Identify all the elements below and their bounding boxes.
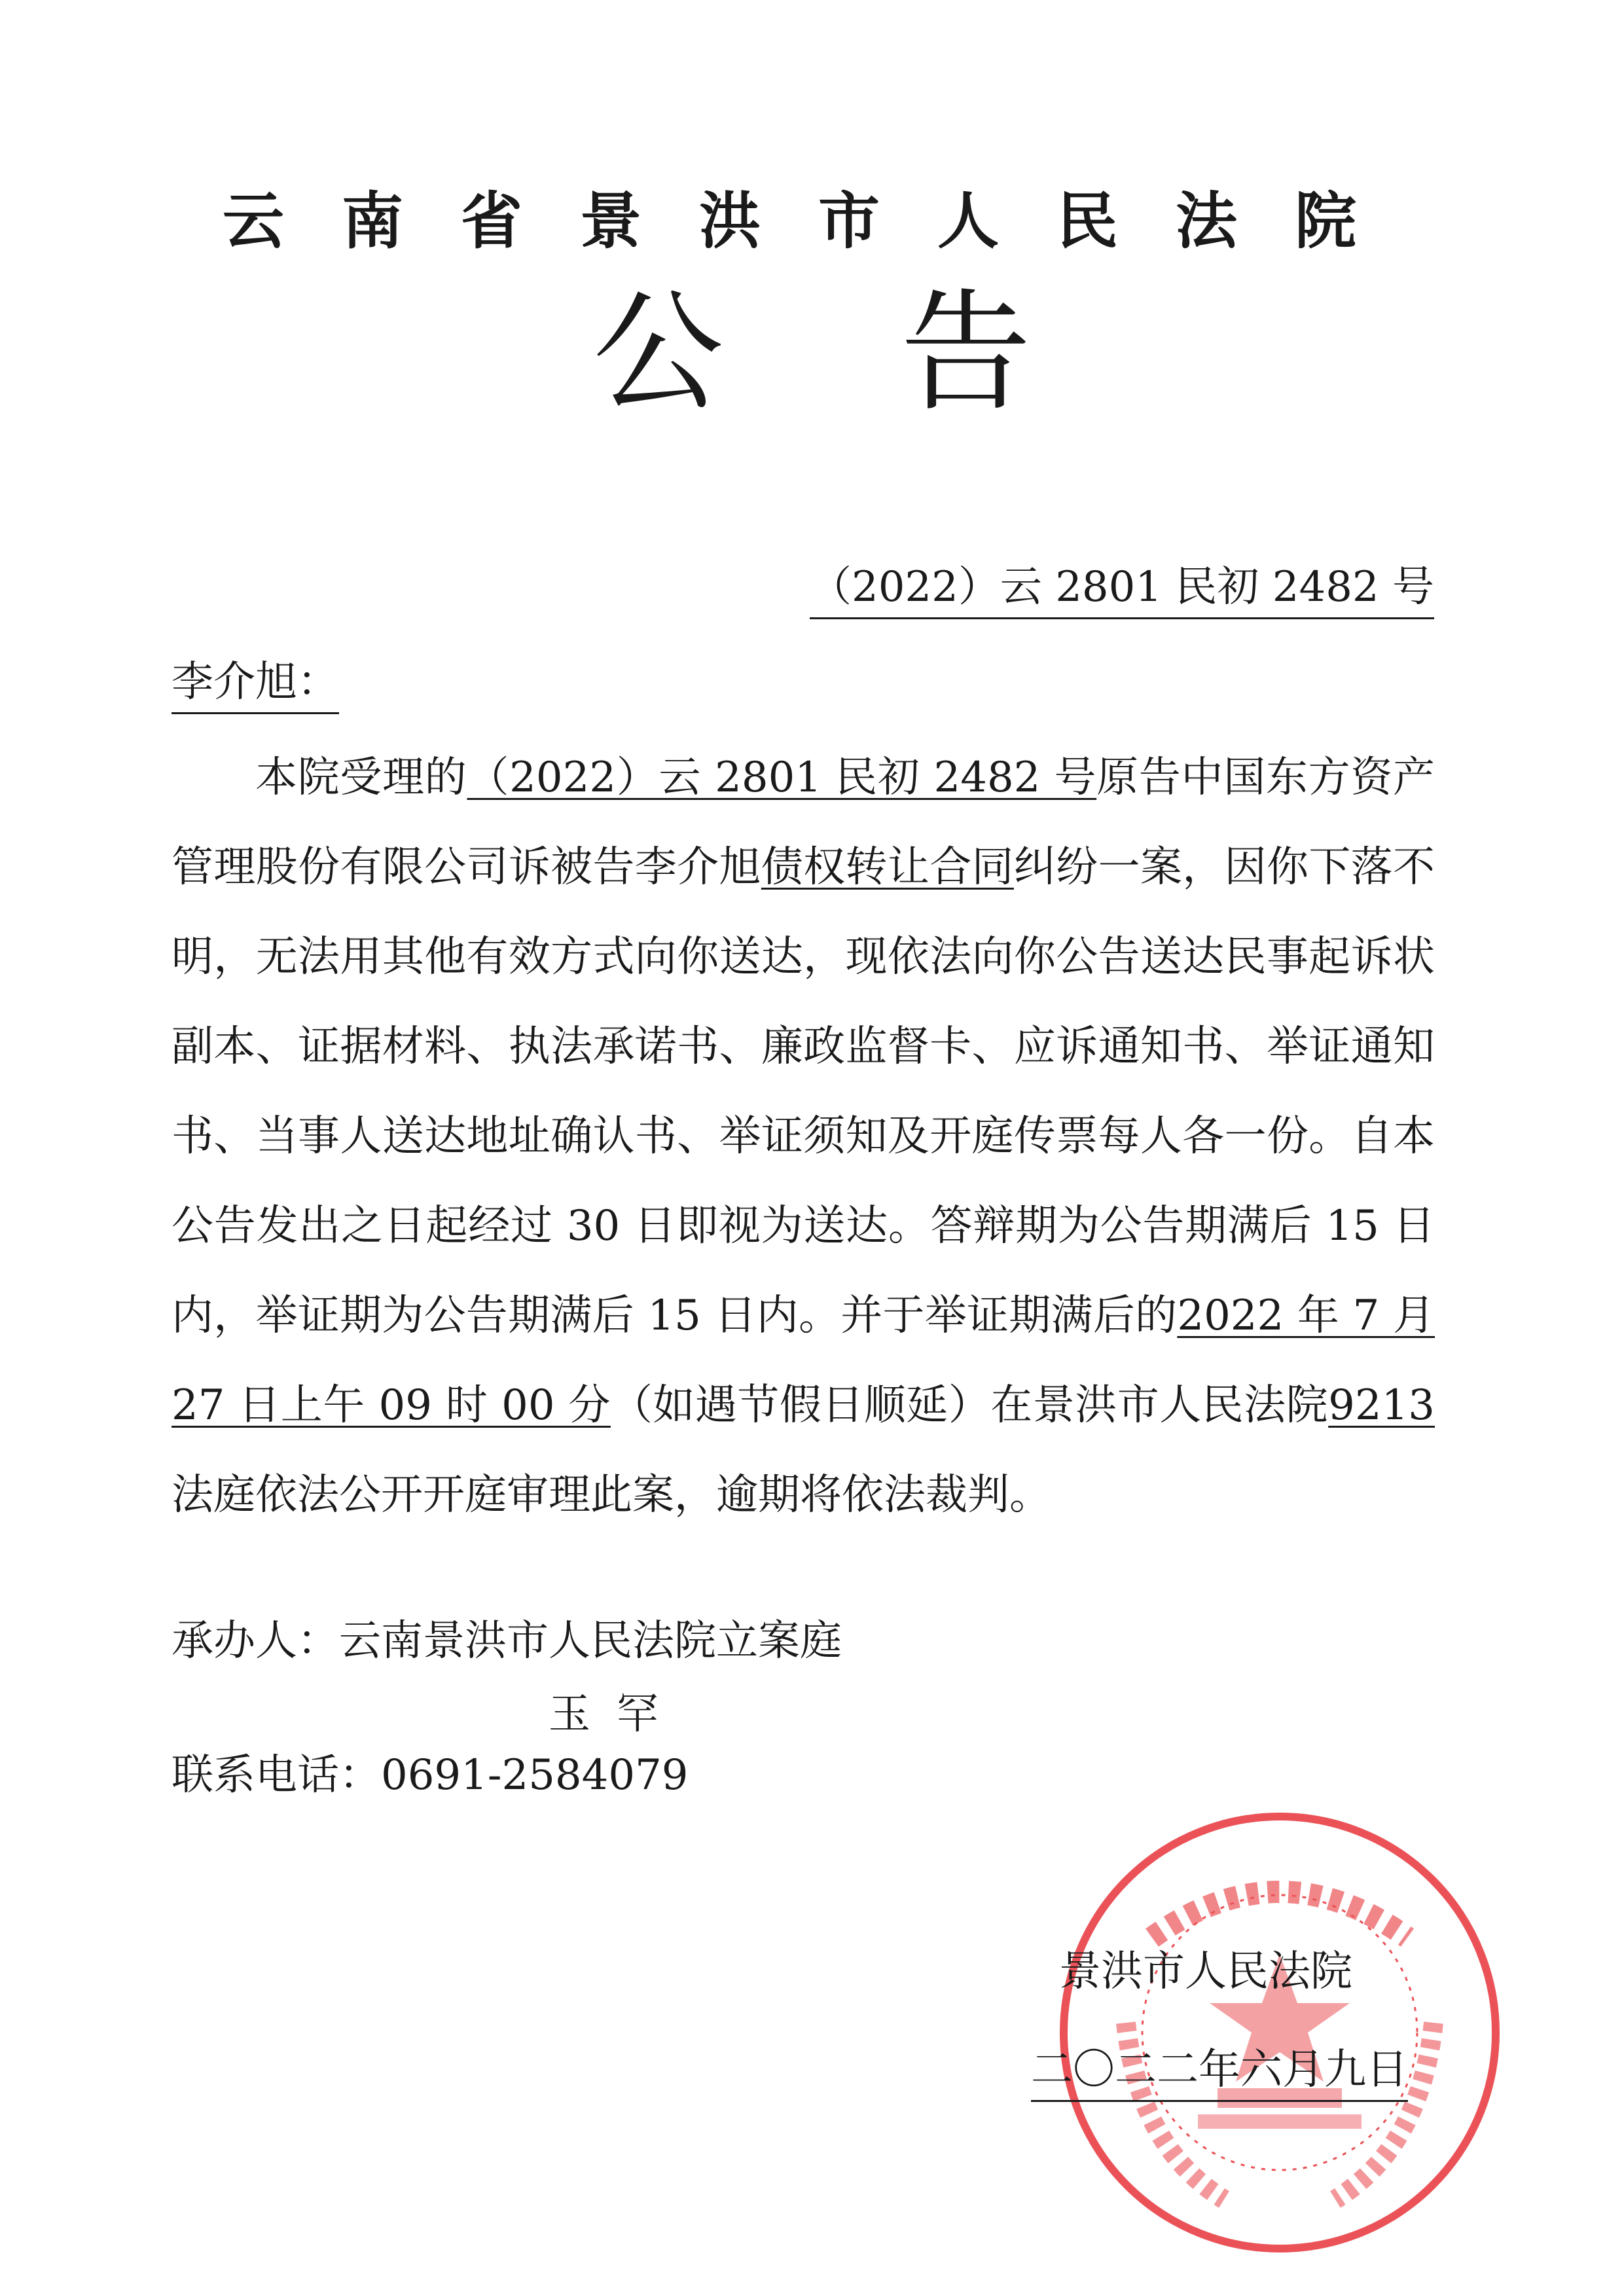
addressee: 李介旭： (171, 648, 339, 714)
courtroom-number: 9213 (1328, 1381, 1435, 1430)
handler-name: 玉罕 (549, 1690, 685, 1739)
contact-phone: 联系电话：0691-2584079 (171, 1751, 689, 1800)
cause-of-action: 债权转让合同 (761, 843, 1014, 892)
body-text-4: （如遇节假日顺延）在景洪市人民法院 (610, 1381, 1329, 1430)
case-reference: （2022）云 2801 民初 2482 号 (467, 753, 1097, 802)
court-name-heading: 云南省景洪市人民法院 (222, 186, 1414, 257)
signature-court: 景洪市人民法院 (1059, 1947, 1352, 1996)
court-seal (1054, 1807, 1506, 2258)
body-text-5: 法庭依法公开开庭审理此案，逾期将依法裁判。 (171, 1471, 1051, 1519)
body-text-1: 本院受理的 (255, 753, 467, 802)
body-text-2: 原告中国东方资产管理股份有限公司诉被告李介旭 (171, 753, 1435, 892)
handler-line: 承办人：云南景洪市人民法院立案庭 (171, 1617, 842, 1665)
case-number: （2022）云 2801 民初 2482 号 (810, 553, 1434, 619)
hearing-time: 2022 年 7 月 27 日上午 09 时 00 分 (171, 1292, 1435, 1430)
body-text-3: 纠纷一案，因你下落不明，无法用其他有效方式向你送达，现依法向你公告送达民事起诉状副本、证据材料、执法承诺书、廉政监督卡、应诉通知书、举证通知书、当事人送达地址确认书、举证须知及开庭传票每人各一份。自本公告发出之日起经过 30 日即视为送达。答辩期为公告期满后 15 日内，举证期为公告期满后 15 日内。并于举证期满后的 (171, 843, 1435, 1340)
notice-body (171, 733, 1435, 1540)
document-type-title: 公告 (592, 277, 1208, 429)
signature-date: 二〇二二年六月九日 (1031, 2036, 1408, 2102)
